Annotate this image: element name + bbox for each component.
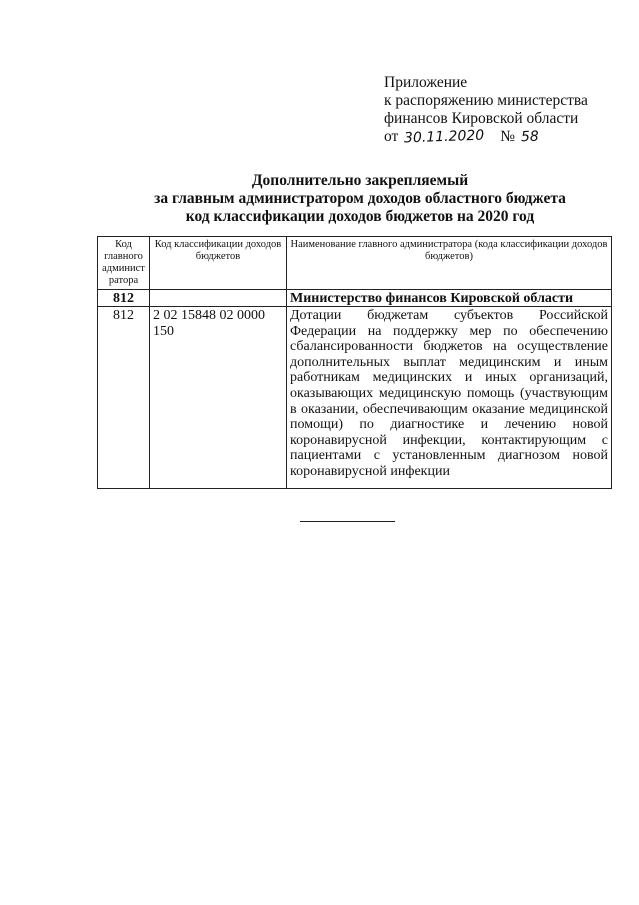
title-line-1: Дополнительно закрепляемый [251,172,469,189]
appendix-ministry: финансов Кировской области [384,110,579,127]
document-title [100,172,620,226]
revenue-code-table [97,236,612,489]
table-header-row [98,237,612,290]
cell-ministry-classification [150,290,287,307]
appendix-date-number [384,128,624,146]
header-admin-name: Наименование главного администратора (кода классификации доходов бюджетов) [287,237,612,290]
header-admin-code: Код главного админист ратора [98,237,150,290]
date-prefix: от [384,128,399,145]
appendix-title: Приложение [384,74,468,91]
table-row [98,307,612,489]
header-classification-code: Код классификации доходов бюджетов [150,237,287,290]
title-line-2: за главным администратором доходов областного бюджета [154,190,566,207]
number-prefix: № [500,128,516,145]
cell-classification-code: 2 02 15848 02 0000 150 [150,307,287,489]
handwritten-number: 58 [520,128,540,146]
cell-revenue-name: Дотации бюджетам субъектов Российской Федерации на поддержку мер по обеспечению сбалансированности бюджетов на осуществление дополнительных выплат медицинским и иным работникам медицинских и иных организаций, оказывающих медицинскую помощь (участвующим в оказании, обеспечивающим оказание медицинской помощи) по диагностике и лечению новой коронавирусной инфекции, контактирующим с пациентами с установленным диагнозом новой коронавирусной инфекции [287,307,612,489]
cell-admin-code: 812 [98,307,150,489]
cell-ministry-name: Министерство финансов Кировской области [287,290,612,307]
appendix-block [384,74,624,146]
cell-ministry-code: 812 [98,290,150,307]
title-line-3: код классификации доходов бюджетов на 2020 год [185,208,535,225]
handwritten-date: 30.11.2020 [403,127,485,147]
signature-line [300,521,395,522]
table-row-ministry [98,290,612,307]
appendix-reference: к распоряжению министерства [384,92,588,109]
